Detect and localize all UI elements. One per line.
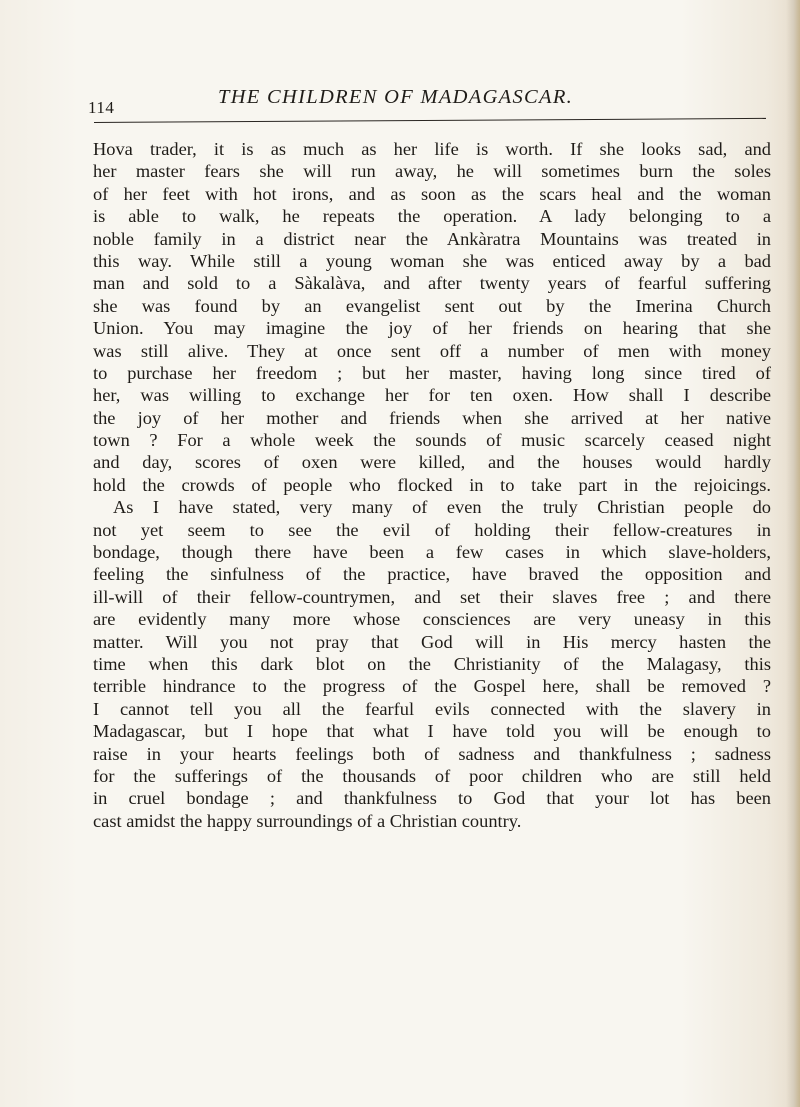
text-line-11: to purchase her freedom ; but her master, having long since tired of [93,362,771,383]
text-line-22: are evidently many more whose consciences are very uneasy in this [93,609,771,630]
text-line-5: noble family in a district near the Ankàratra Mountains was treated in [93,228,771,249]
text-line-18: not yet seem to see the evil of holding their fellow-creatures in [93,519,771,540]
page-number: 114 [88,98,115,117]
text-line-23: matter. Will you not pray that God will in His mercy hasten the [93,631,771,652]
text-line-19: bondage, though there have been a few cases in which slave-holders, [93,542,771,563]
page-edge-shadow [786,0,800,1107]
text-line-21: ill-will of their fellow-countrymen, and set their slaves free ; and there [93,586,771,607]
text-line-2: her master fears she will run away, he will sometimes burn the soles [93,161,771,182]
text-line-4: is able to walk, he repeats the operation. A lady belonging to a [93,206,771,227]
text-line-7: man and sold to a Sàkalàva, and after twenty years of fearful suffering [93,273,771,294]
text-line-8: she was found by an evangelist sent out by the Imerina Church [93,295,771,316]
text-line-6: this way. While still a young woman she was enticed away by a bad [93,250,771,271]
text-line-28: raise in your hearts feelings both of sadness and thankfulness ; sadness [93,743,771,764]
text-line-12: her, was willing to exchange her for ten oxen. How shall I describe [93,385,771,406]
text-line-14: town ? For a whole week the sounds of music scarcely ceased night [93,430,771,451]
text-line-25: terrible hindrance to the progress of the Gospel here, shall be removed ? [93,676,771,697]
text-line-10: was still alive. They at once sent off a number of men with money [93,340,771,361]
text-line-15: and day, scores of oxen were killed, and the houses would hardly [93,452,771,473]
text-line-17: As I have stated, very many of even the truly Christian people do [113,497,771,518]
text-line-24: time when this dark blot on the Christianity of the Malagasy, this [93,653,771,674]
text-line-1: Hova trader, it is as much as her life is worth. If she looks sad, and [93,139,771,159]
text-line-29: for the sufferings of the thousands of poor children who are still held [93,765,771,786]
text-line-27: Madagascar, but I hope that what I have told you will be enough to [93,721,771,742]
text-line-9: Union. You may imagine the joy of her friends on hearing that she [93,318,771,339]
text-line-3: of her feet with hot irons, and as soon as the scars heal and the woman [93,183,771,204]
text-line-30: in cruel bondage ; and thankfulness to God that your lot has been [93,788,771,809]
text-line-26: I cannot tell you all the fearful evils connected with the slavery in [93,698,771,719]
running-title: THE CHILDREN OF MADAGASCAR. [218,86,574,108]
body-text [93,138,771,832]
header-rule [94,118,766,123]
text-line-31: cast amidst the happy surroundings of a Christian country. [93,810,522,831]
text-line-13: the joy of her mother and friends when she arrived at her native [93,407,771,428]
text-line-16: hold the crowds of people who flocked in to take part in the rejoicings. [93,474,771,495]
text-line-20: feeling the sinfulness of the practice, have braved the opposition and [93,564,771,585]
